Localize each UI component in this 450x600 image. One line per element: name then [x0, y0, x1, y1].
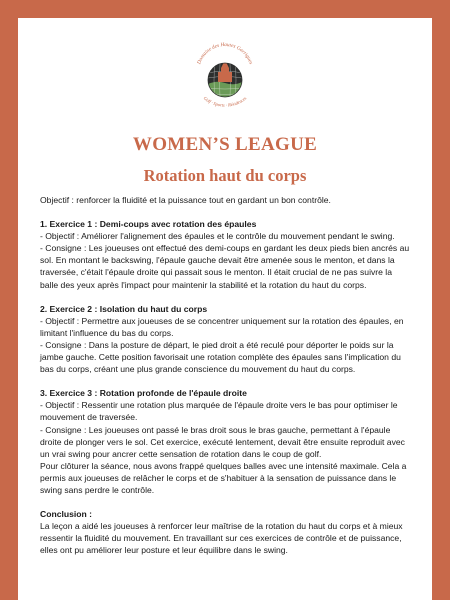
conclusion-text: La leçon a aidé les joueuses à renforcer leur maîtrise de la rotation du haut du corps et à mieux ressentir la fluidité du mouvement. En travaillant sur ces exercices de contrôle et de puissance, elles ont pu améliorer leur posture et leur équilibre dans le swing. [40, 521, 403, 556]
exercise-3-objectif: - Objectif : Ressentir une rotation plus marquée de l'épaule droite vers le bas pour optimiser le mouvement de traversée. [40, 400, 398, 423]
exercise-3-closing: Pour clôturer la séance, nous avons frappé quelques balles avec une intensité maximale. Cela a permis aux joueuses de relâcher le corps et de s'habituer à la sensation de puissance dans le swing sans perdre le contrôle. [40, 460, 407, 495]
exercise-1-heading: 1. Exercice 1 : Demi-coups avec rotation des épaules [40, 219, 257, 230]
exercise-2-heading: 2. Exercice 2 : Isolation du haut du corps [40, 303, 208, 314]
page-subtitle: Rotation haut du corps [143, 166, 307, 185]
lesson-body [40, 194, 412, 568]
conclusion-heading: Conclusion : [40, 509, 93, 520]
exercise-2-consigne: - Consigne : Dans la posture de départ, le pied droit a été reculé pour déporter le poids sur la jambe gauche. Cette position favorisait une rotation complète des épaules sans l'implication du bas du corps, créant une plus grande conscience du mouvement du haut du corps. [40, 339, 401, 375]
intro-text: Objectif : renforcer la fluidité et la puissance tout en gardant un bon contrôle. [40, 195, 331, 205]
conclusion [40, 508, 412, 556]
document-page [18, 18, 432, 600]
exercise-1 [40, 218, 412, 291]
exercise-1-consigne: - Consigne : Les joueuses ont effectué des demi-coups en gardant les deux pieds bien ancrés au sol. En montant le backswing, l'épaule gauche devait être amenée sous le menton, et dans la traversée, c'était l'épaule droite qui passait sous le menton. Il était crucial de ne pas suivre la balle des yeux après l'impact pour maintenir la stabilité et la rotation du haut du corps. [40, 243, 410, 290]
exercise-2-objectif: - Objectif : Permettre aux joueuses de se concentrer uniquement sur la rotation des épaules, en limitant l'influence du bas du corps. [40, 315, 404, 338]
domaine-logo [191, 26, 259, 118]
exercise-3-consigne: - Consigne : Les joueuses ont passé le bras droit sous le bras gauche, permettant à l'épaule droite de plonger vers le sol. Cet exercice, exécuté lentement, devait être ensuite reproduit avec un vrai swing pour ancrer cette sensation de rotation dans le coup de golf. [40, 424, 405, 459]
page-title: WOMEN’S LEAGUE [132, 134, 318, 155]
exercise-3 [40, 387, 412, 496]
exercise-3-heading: 3. Exercice 3 : Rotation profonde de l'épaule droite [40, 388, 247, 399]
logo-arc-text: Domaine des Hautes Garrigues [196, 41, 254, 66]
exercise-2 [40, 303, 412, 376]
exercise-1-objectif: - Objectif : Améliorer l'alignement des épaules et le contrôle du mouvement pendant le swing. [40, 231, 395, 242]
logo-bottom-text: Golf · Sports · Résidences [202, 95, 248, 108]
